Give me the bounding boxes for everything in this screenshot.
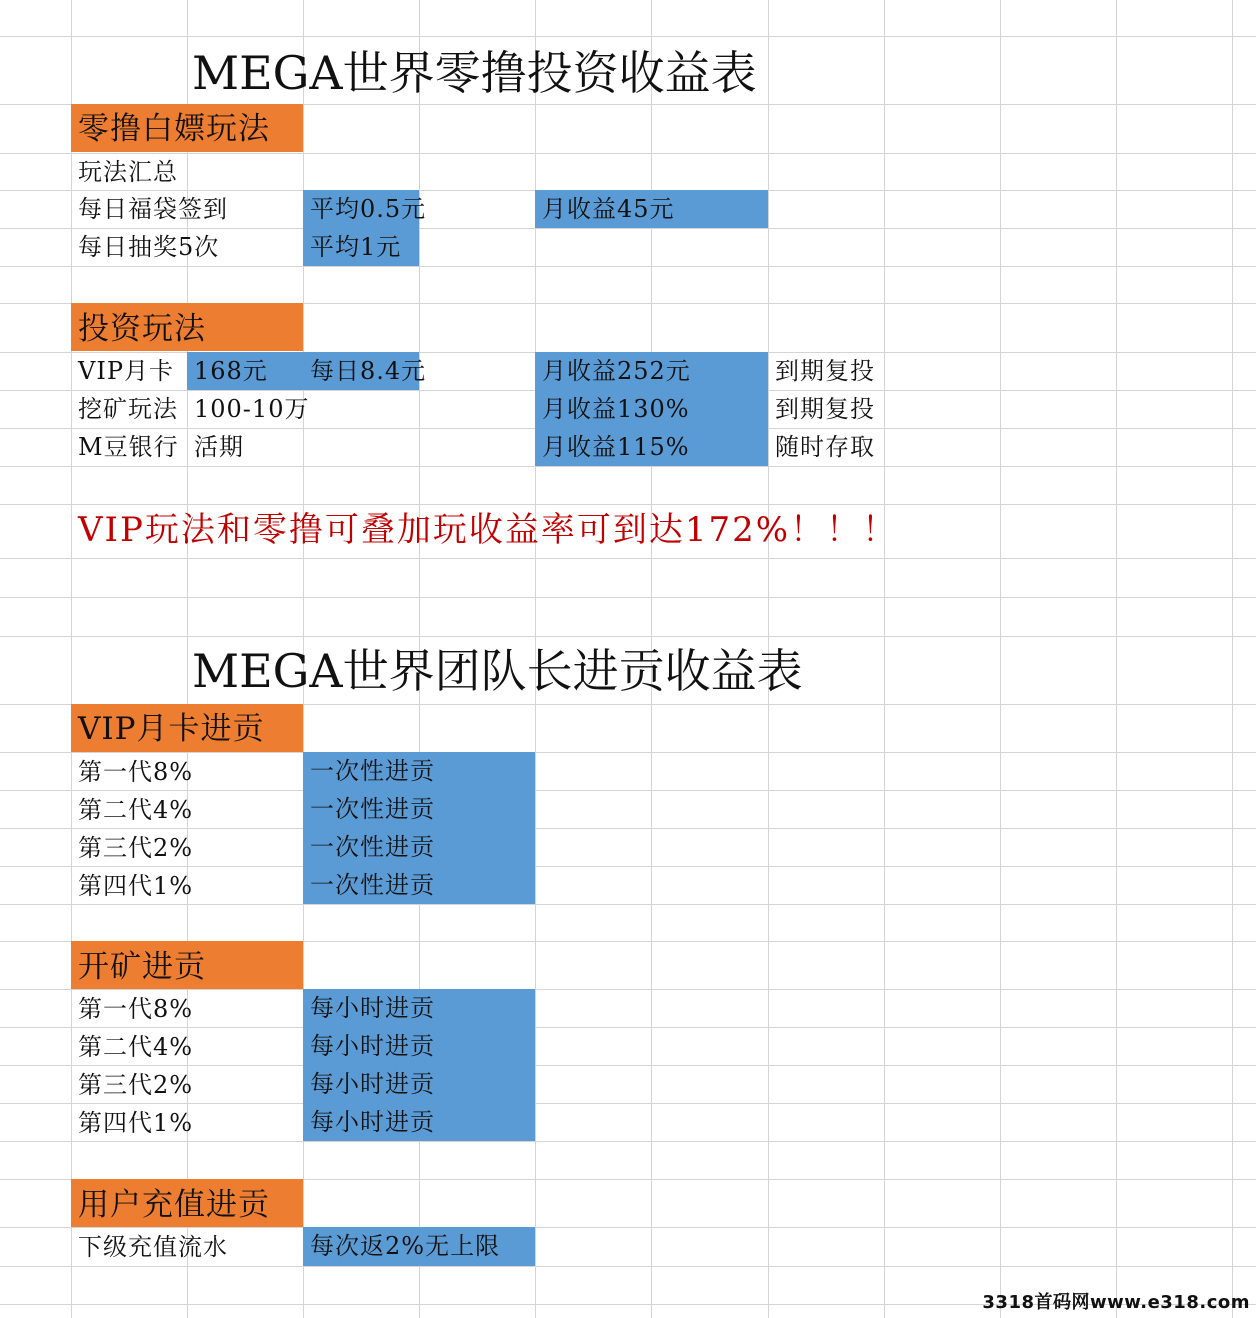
invest-row-daily: 每日8.4元: [303, 352, 419, 390]
freeplay-row-name: 每日福袋签到: [78, 195, 228, 223]
freeplay-row-name: 每日抽奖5次: [78, 233, 220, 261]
mining-row-gen: 第一代8%: [78, 995, 194, 1023]
invest-row-name: M豆银行: [78, 433, 179, 461]
invest-row-note: 随时存取: [775, 433, 875, 461]
invest-row-note: 到期复投: [775, 395, 875, 423]
recharge-row-type: 每次返2%无上限: [303, 1227, 535, 1266]
vip-row-type: 一次性进贡: [303, 828, 535, 867]
invest-row-amount: 168元: [187, 352, 303, 390]
title-investment-table: MEGA世界零撸投资收益表: [192, 46, 757, 100]
mining-row-gen: 第三代2%: [78, 1071, 194, 1099]
vip-row-gen: 第二代4%: [78, 796, 194, 824]
vip-row-gen: 第三代2%: [78, 834, 194, 862]
invest-row-name: VIP月卡: [78, 357, 174, 385]
freeplay-row-monthly: 月收益45元: [535, 190, 768, 228]
vip-row-gen: 第一代8%: [78, 758, 194, 786]
mining-row-type: 每小时进贡: [303, 989, 535, 1028]
header-recharge-tribute: 用户充值进贡: [71, 1179, 303, 1227]
header-freeplay: 零撸白嫖玩法: [71, 104, 303, 152]
header-mining-tribute: 开矿进贡: [71, 941, 303, 989]
mining-row-type: 每小时进贡: [303, 1065, 535, 1104]
invest-row-monthly: 月收益115%: [535, 428, 768, 466]
invest-row-amount: 活期: [194, 433, 244, 461]
freeplay-row-avg: 平均0.5元: [303, 190, 419, 228]
vip-row-gen: 第四代1%: [78, 872, 194, 900]
recharge-row-name: 下级充值流水: [78, 1233, 228, 1261]
mining-row-type: 每小时进贡: [303, 1027, 535, 1066]
vip-row-type: 一次性进贡: [303, 866, 535, 904]
invest-row-monthly: 月收益130%: [535, 390, 768, 428]
vip-row-type: 一次性进贡: [303, 790, 535, 829]
highlight-note: VIP玩法和零撸可叠加玩收益率可到达172%！！！: [78, 510, 899, 550]
invest-row-note: 到期复投: [775, 357, 875, 385]
header-invest: 投资玩法: [71, 303, 303, 351]
freeplay-row-avg: 平均1元: [303, 228, 419, 266]
mining-row-gen: 第四代1%: [78, 1109, 194, 1137]
watermark: 3318首码网www.e318.com: [982, 1292, 1250, 1313]
label-summary: 玩法汇总: [78, 158, 178, 186]
invest-row-amount: 100-10万: [194, 395, 310, 423]
invest-row-monthly: 月收益252元: [535, 352, 768, 390]
header-vip-tribute: VIP月卡进贡: [71, 704, 303, 752]
invest-row-name: 挖矿玩法: [78, 395, 178, 423]
mining-row-type: 每小时进贡: [303, 1103, 535, 1141]
vip-row-type: 一次性进贡: [303, 752, 535, 791]
title-team-table: MEGA世界团队长进贡收益表: [192, 644, 803, 698]
mining-row-gen: 第二代4%: [78, 1033, 194, 1061]
